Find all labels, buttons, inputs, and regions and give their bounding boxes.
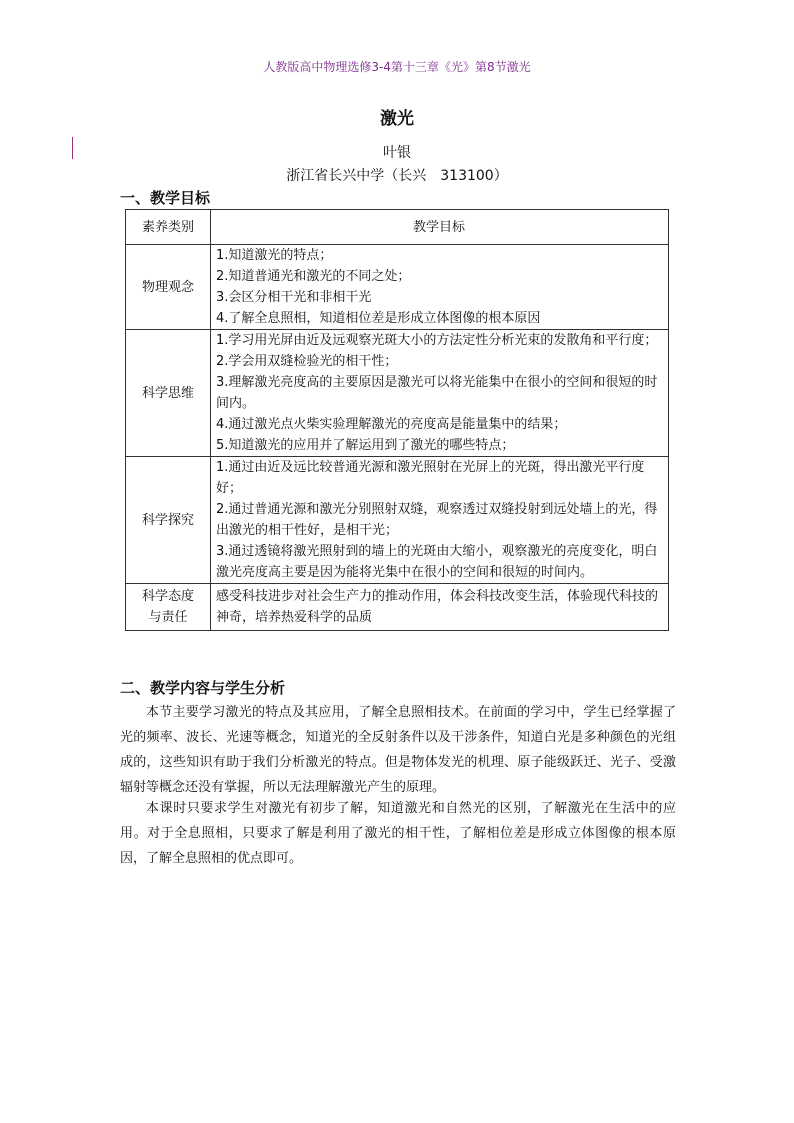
table-header-goal: 教学目标 xyxy=(211,210,669,245)
goal-cell xyxy=(211,584,669,631)
page-header: 人教版高中物理选修3-4第十三章《光》第8节激光 xyxy=(263,60,531,74)
goal-item: 1.通过由近及远比较普通光源和激光照射在光屏上的光斑，得出激光平行度好； xyxy=(216,460,645,496)
goal-item: 2.学会用双缝检验光的相干性； xyxy=(216,354,398,369)
category-line: 科学态度 xyxy=(141,589,194,604)
category-line: 与责任 xyxy=(148,610,188,625)
goal-cell xyxy=(211,330,669,457)
goal-item: 3.通过透镜将激光照射到的墙上的光斑由大缩小，观察激光的亮度变化，明白激光亮度高主要是因为能将光集中在很小的空间和很短的时间内。 xyxy=(216,544,658,580)
goal-item: 4.通过激光点火柴实验理解激光的亮度高是能量集中的结果； xyxy=(216,417,567,432)
document-title: 激光 xyxy=(380,109,414,129)
category-cell: 物理观念 xyxy=(126,245,211,330)
table-header-row xyxy=(126,210,669,245)
table-row xyxy=(126,245,669,330)
author-name: 叶银 xyxy=(383,145,411,161)
goal-item: 5.知道激光的应用并了解运用到了激光的哪些特点； xyxy=(216,438,515,453)
table-header-category: 素养类别 xyxy=(126,210,211,245)
category-cell: 科学探究 xyxy=(126,457,211,584)
section-heading-analysis: 二、教学内容与学生分析 xyxy=(120,679,286,697)
section-heading-goals: 一、教学目标 xyxy=(120,189,211,207)
goal-item: 3.会区分相干光和非相干光 xyxy=(216,290,372,305)
analysis-paragraph: 本节主要学习激光的特点及其应用，了解全息照相技术。在前面的学习中，学生已经掌握了光的频率、波长、光速等概念，知道光的全反射条件以及干涉条件，知道白光是多种颜色的光组成的，这些知识有助于我们分析激光的特点。但是物体发光的机理、原子能级跃迁、光子、受激辐射等概念还没有掌握，所以无法理解激光产生的原理。 xyxy=(120,705,676,795)
author-school: 浙江省长兴中学（长兴 313100） xyxy=(286,168,508,184)
goal-item: 1.学习用光屏由近及远观察光斑大小的方法定性分析光束的发散角和平行度； xyxy=(216,333,658,348)
goal-cell xyxy=(211,245,669,330)
goal-cell xyxy=(211,457,669,584)
analysis-paragraph: 本课时只要求学生对激光有初步了解，知道激光和自然光的区别，了解激光在生活中的应用。对于全息照相，只要求了解是利用了激光的相干性，了解相位差是形成立体图像的根本原因，了解全息照相的优点即可。 xyxy=(120,801,676,866)
table-row xyxy=(126,457,669,584)
category-cell: 科学思维 xyxy=(126,330,211,457)
goal-item: 4.了解全息照相，知道相位差是形成立体图像的根本原因 xyxy=(216,311,541,326)
goal-item: 3.理解激光亮度高的主要原因是激光可以将光能集中在很小的空间和很短的时间内。 xyxy=(216,375,658,411)
goal-item: 2.知道普通光和激光的不同之处； xyxy=(216,269,411,284)
table-row xyxy=(126,584,669,631)
table-row xyxy=(126,330,669,457)
goal-item: 2.通过普通光源和激光分别照射双缝，观察透过双缝投射到远处墙上的光，得出激光的相干性好，是相干光； xyxy=(216,502,658,538)
goal-item: 感受科技进步对社会生产力的推动作用，体会科技改变生活，体验现代科技的神奇，培养热爱科学的品质 xyxy=(216,589,659,625)
category-cell xyxy=(126,584,211,631)
teaching-goals-table xyxy=(125,209,669,631)
goal-item: 1.知道激光的特点； xyxy=(216,248,333,263)
